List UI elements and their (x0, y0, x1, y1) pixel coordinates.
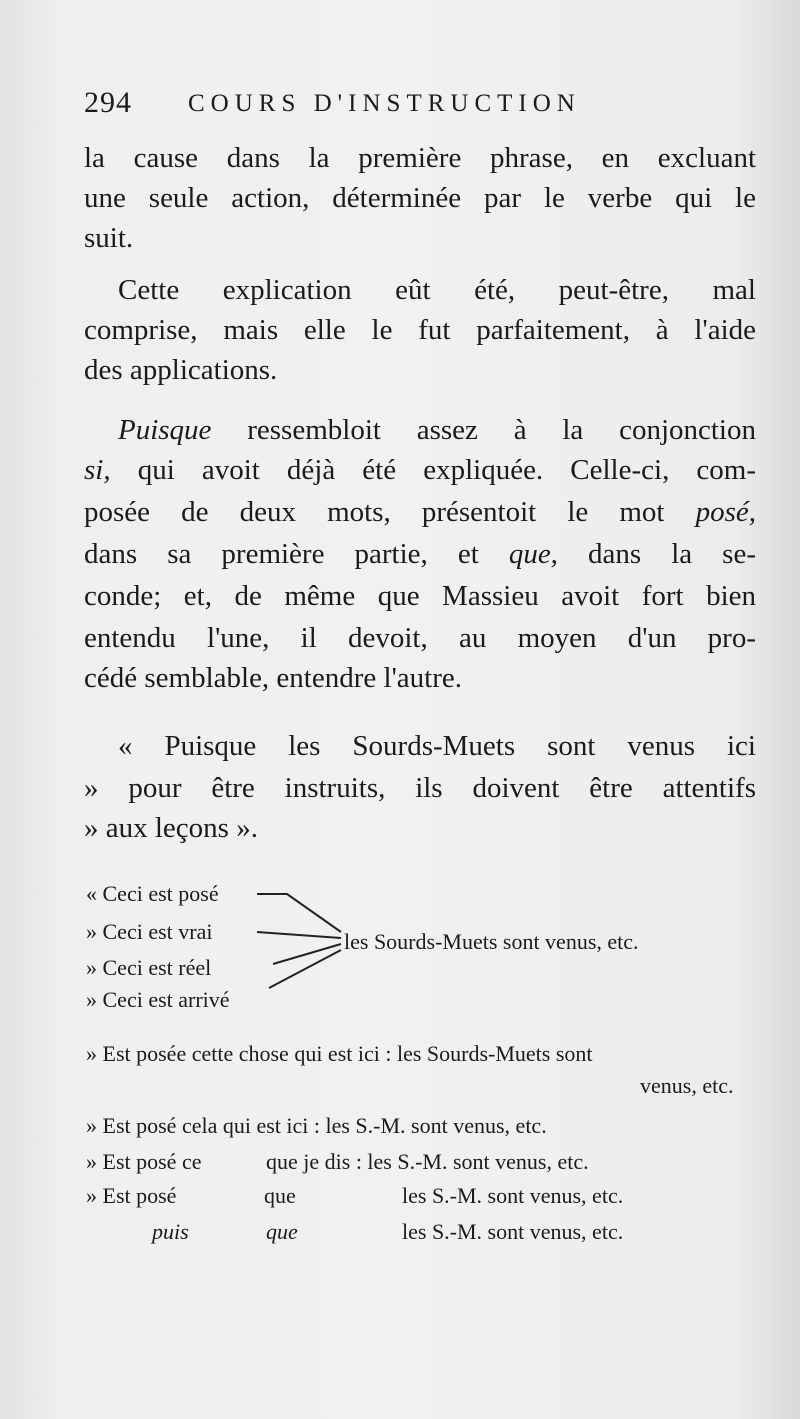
diagram-item-pose: « Ceci est posé (86, 881, 219, 906)
diagram-item-arrive: » Ceci est arrivé (86, 987, 230, 1012)
word-pose: posé, (695, 496, 756, 528)
paragraph-3-line-5: conde; et, de même que Massieu avoit fort bien (84, 580, 756, 612)
example-line-5b: que (266, 1219, 298, 1244)
paragraph-1-line-1: la cause dans la première phrase, en excluant (84, 142, 756, 174)
quote-line-3: » aux leçons ». (84, 812, 258, 844)
paragraph-1-line-2: une seule action, déterminée par le verbe qui le (84, 182, 756, 214)
diagram-item-vrai: » Ceci est vrai (86, 919, 213, 944)
paragraph-3-line-6: entendu l'une, il devoit, au moyen d'un pro- (84, 622, 756, 654)
example-line-5a: puis (152, 1219, 189, 1244)
paragraph-3-line-3: posée de deux mots, présentoit le mot posé, (84, 496, 756, 528)
quote-line-1: « Puisque les Sourds-Muets sont venus ici (118, 730, 756, 762)
word-puisque: Puisque (118, 414, 212, 446)
example-line-4b: que (264, 1183, 296, 1208)
converging-lines (255, 880, 355, 990)
example-line-4a: » Est posé (86, 1183, 177, 1208)
diagram-item-reel: » Ceci est réel (86, 955, 212, 980)
example-line-1: » Est posée cette chose qui est ici : les Sourds-Muets sont (86, 1041, 593, 1066)
word-que: que, (508, 538, 558, 570)
word-si: si, (84, 454, 111, 486)
example-line-3b: que je dis : les S.-M. sont venus, etc. (266, 1149, 589, 1174)
example-line-5c: les S.-M. sont venus, etc. (402, 1219, 624, 1244)
example-line-2: » Est posé cela qui est ici : les S.-M. sont venus, etc. (86, 1113, 547, 1138)
example-line-1-continued: venus, etc. (640, 1073, 734, 1098)
paragraph-2-line-1: Cette explication eût été, peut-être, mal (118, 274, 756, 306)
example-line-4c: les S.-M. sont venus, etc. (402, 1183, 624, 1208)
paragraph-2-line-2: comprise, mais elle le fut parfaitement, à l'aide (84, 314, 756, 346)
paragraph-3-line-1: Puisque ressembloit assez à la conjonction (118, 414, 756, 446)
paragraph-3-line-7: cédé semblable, entendre l'autre. (84, 662, 463, 694)
paragraph-1-line-3: suit. (84, 222, 134, 254)
diagram-target: les Sourds-Muets sont venus, etc. (344, 929, 639, 954)
example-line-3a: » Est posé ce (86, 1149, 202, 1174)
paragraph-3-line-4: dans sa première partie, et que, dans la se- (84, 538, 756, 570)
paragraph-2-line-3: des applications. (84, 354, 278, 386)
page-header (84, 86, 764, 130)
quote-line-2: » pour être instruits, ils doivent être attentifs (84, 772, 756, 804)
running-title: COURS D'INSTRUCTION (188, 90, 581, 117)
page-number: 294 (84, 86, 132, 119)
paragraph-3-line-2: si, qui avoit déjà été expliquée. Celle-ci, com- (84, 454, 756, 486)
